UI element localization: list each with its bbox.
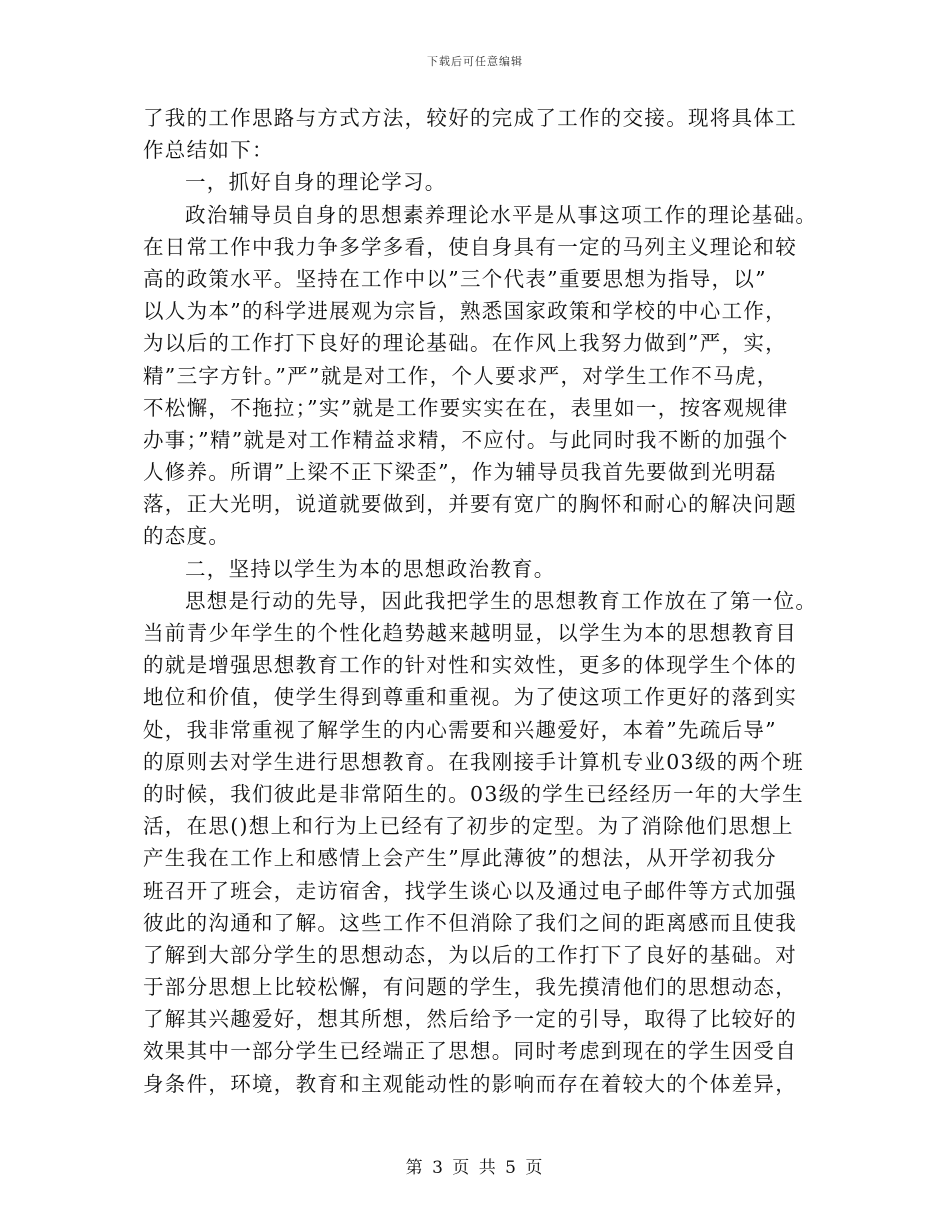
page-number: 第 3 页 共 5 页	[405, 1158, 545, 1178]
section-heading: 一，抓好自身的理论学习。	[185, 170, 447, 195]
text-line: 地位和价值，使学生得到尊重和重视。为了使这项工作更好的落到实	[143, 685, 797, 710]
text-line: 处，我非常重视了解学生的内心需要和兴趣爱好，本着”先疏后导”	[143, 717, 777, 742]
page-header: 下载后可任意编辑	[427, 55, 523, 68]
paragraph-start: 政治辅导员自身的思想素养理论水平是从事这项工作的理论基础。	[185, 202, 818, 227]
text-line: 为以后的工作打下良好的理论基础。在作风上我努力做到”严，实，	[143, 331, 787, 356]
paragraph-start: 思想是行动的先导，因此我把学生的思想教育工作放在了第一位。	[185, 588, 818, 613]
text-line: 的就是增强思想教育工作的针对性和实效性，更多的体现学生个体的	[143, 653, 797, 678]
text-line: 身条件，环境，教育和主观能动性的影响而存在着较大的个体差异，	[143, 1071, 797, 1096]
text-line: 效果其中一部分学生已经端正了思想。同时考虑到现在的学生因受自	[143, 1039, 797, 1064]
text-line: 精”三字方针。”严”就是对工作，个人要求严，对学生工作不马虎，	[143, 363, 779, 388]
text-line: 人修养。所谓”上梁不正下梁歪”，作为辅导员我首先要做到光明磊	[143, 460, 777, 485]
text-line: 了解其兴趣爱好，想其所想，然后给予一定的引导，取得了比较好的	[143, 1007, 797, 1032]
text-line: 班召开了班会，走访宿舍，找学生谈心以及通过电子邮件等方式加强	[143, 878, 797, 903]
text-line: 的时候，我们彼此是非常陌生的。03级的学生已经经历一年的大学生	[143, 781, 804, 806]
text-line: 不松懈，不拖拉；”实”就是工作要实实在在，表里如一，按客观规律	[143, 395, 789, 420]
text-line: 当前青少年学生的个性化趋势越来越明显，以学生为本的思想教育目	[143, 621, 797, 645]
text-line: 办事；”精”就是对工作精益求精，不应付。与此同时我不断的加强个	[143, 427, 789, 452]
text-line: 的原则去对学生进行思想教育。在我刚接手计算机专业03级的两个班	[143, 749, 804, 774]
section-heading: 二，坚持以学生为本的思想政治教育。	[185, 556, 556, 581]
text-line: 以人为本”的科学进展观为宗旨，熟悉国家政策和学校的中心工作，	[143, 299, 787, 324]
text-line: 了解到大部分学生的思想动态，为以后的工作打下了良好的基础。对	[143, 942, 797, 967]
text-line: 活，在思()想上和行为上已经有了初步的定型。为了消除他们思想上	[143, 814, 794, 839]
text-line: 落，正大光明，说道就要做到，并要有宽广的胸怀和耐心的解决问题	[143, 492, 797, 517]
text-line: 高的政策水平。坚持在工作中以”三个代表”重要思想为指导，以”	[143, 266, 767, 291]
text-line: 在日常工作中我力争多学多看，使自身具有一定的马列主义理论和较	[143, 234, 797, 259]
text-line: 了我的工作思路与方式方法，较好的完成了工作的交接。现将具体工	[143, 106, 797, 130]
text-line: 的态度。	[143, 524, 231, 549]
text-line: 作总结如下：	[143, 138, 274, 163]
text-line: 产生我在工作上和感情上会产生”厚此薄彼”的想法，从开学初我分	[143, 846, 777, 871]
text-line: 于部分思想上比较松懈，有问题的学生，我先摸清他们的思想动态，	[143, 975, 797, 1000]
text-line: 彼此的沟通和了解。这些工作不但消除了我们之间的距离感而且使我	[143, 910, 797, 935]
document-body	[143, 102, 818, 1100]
